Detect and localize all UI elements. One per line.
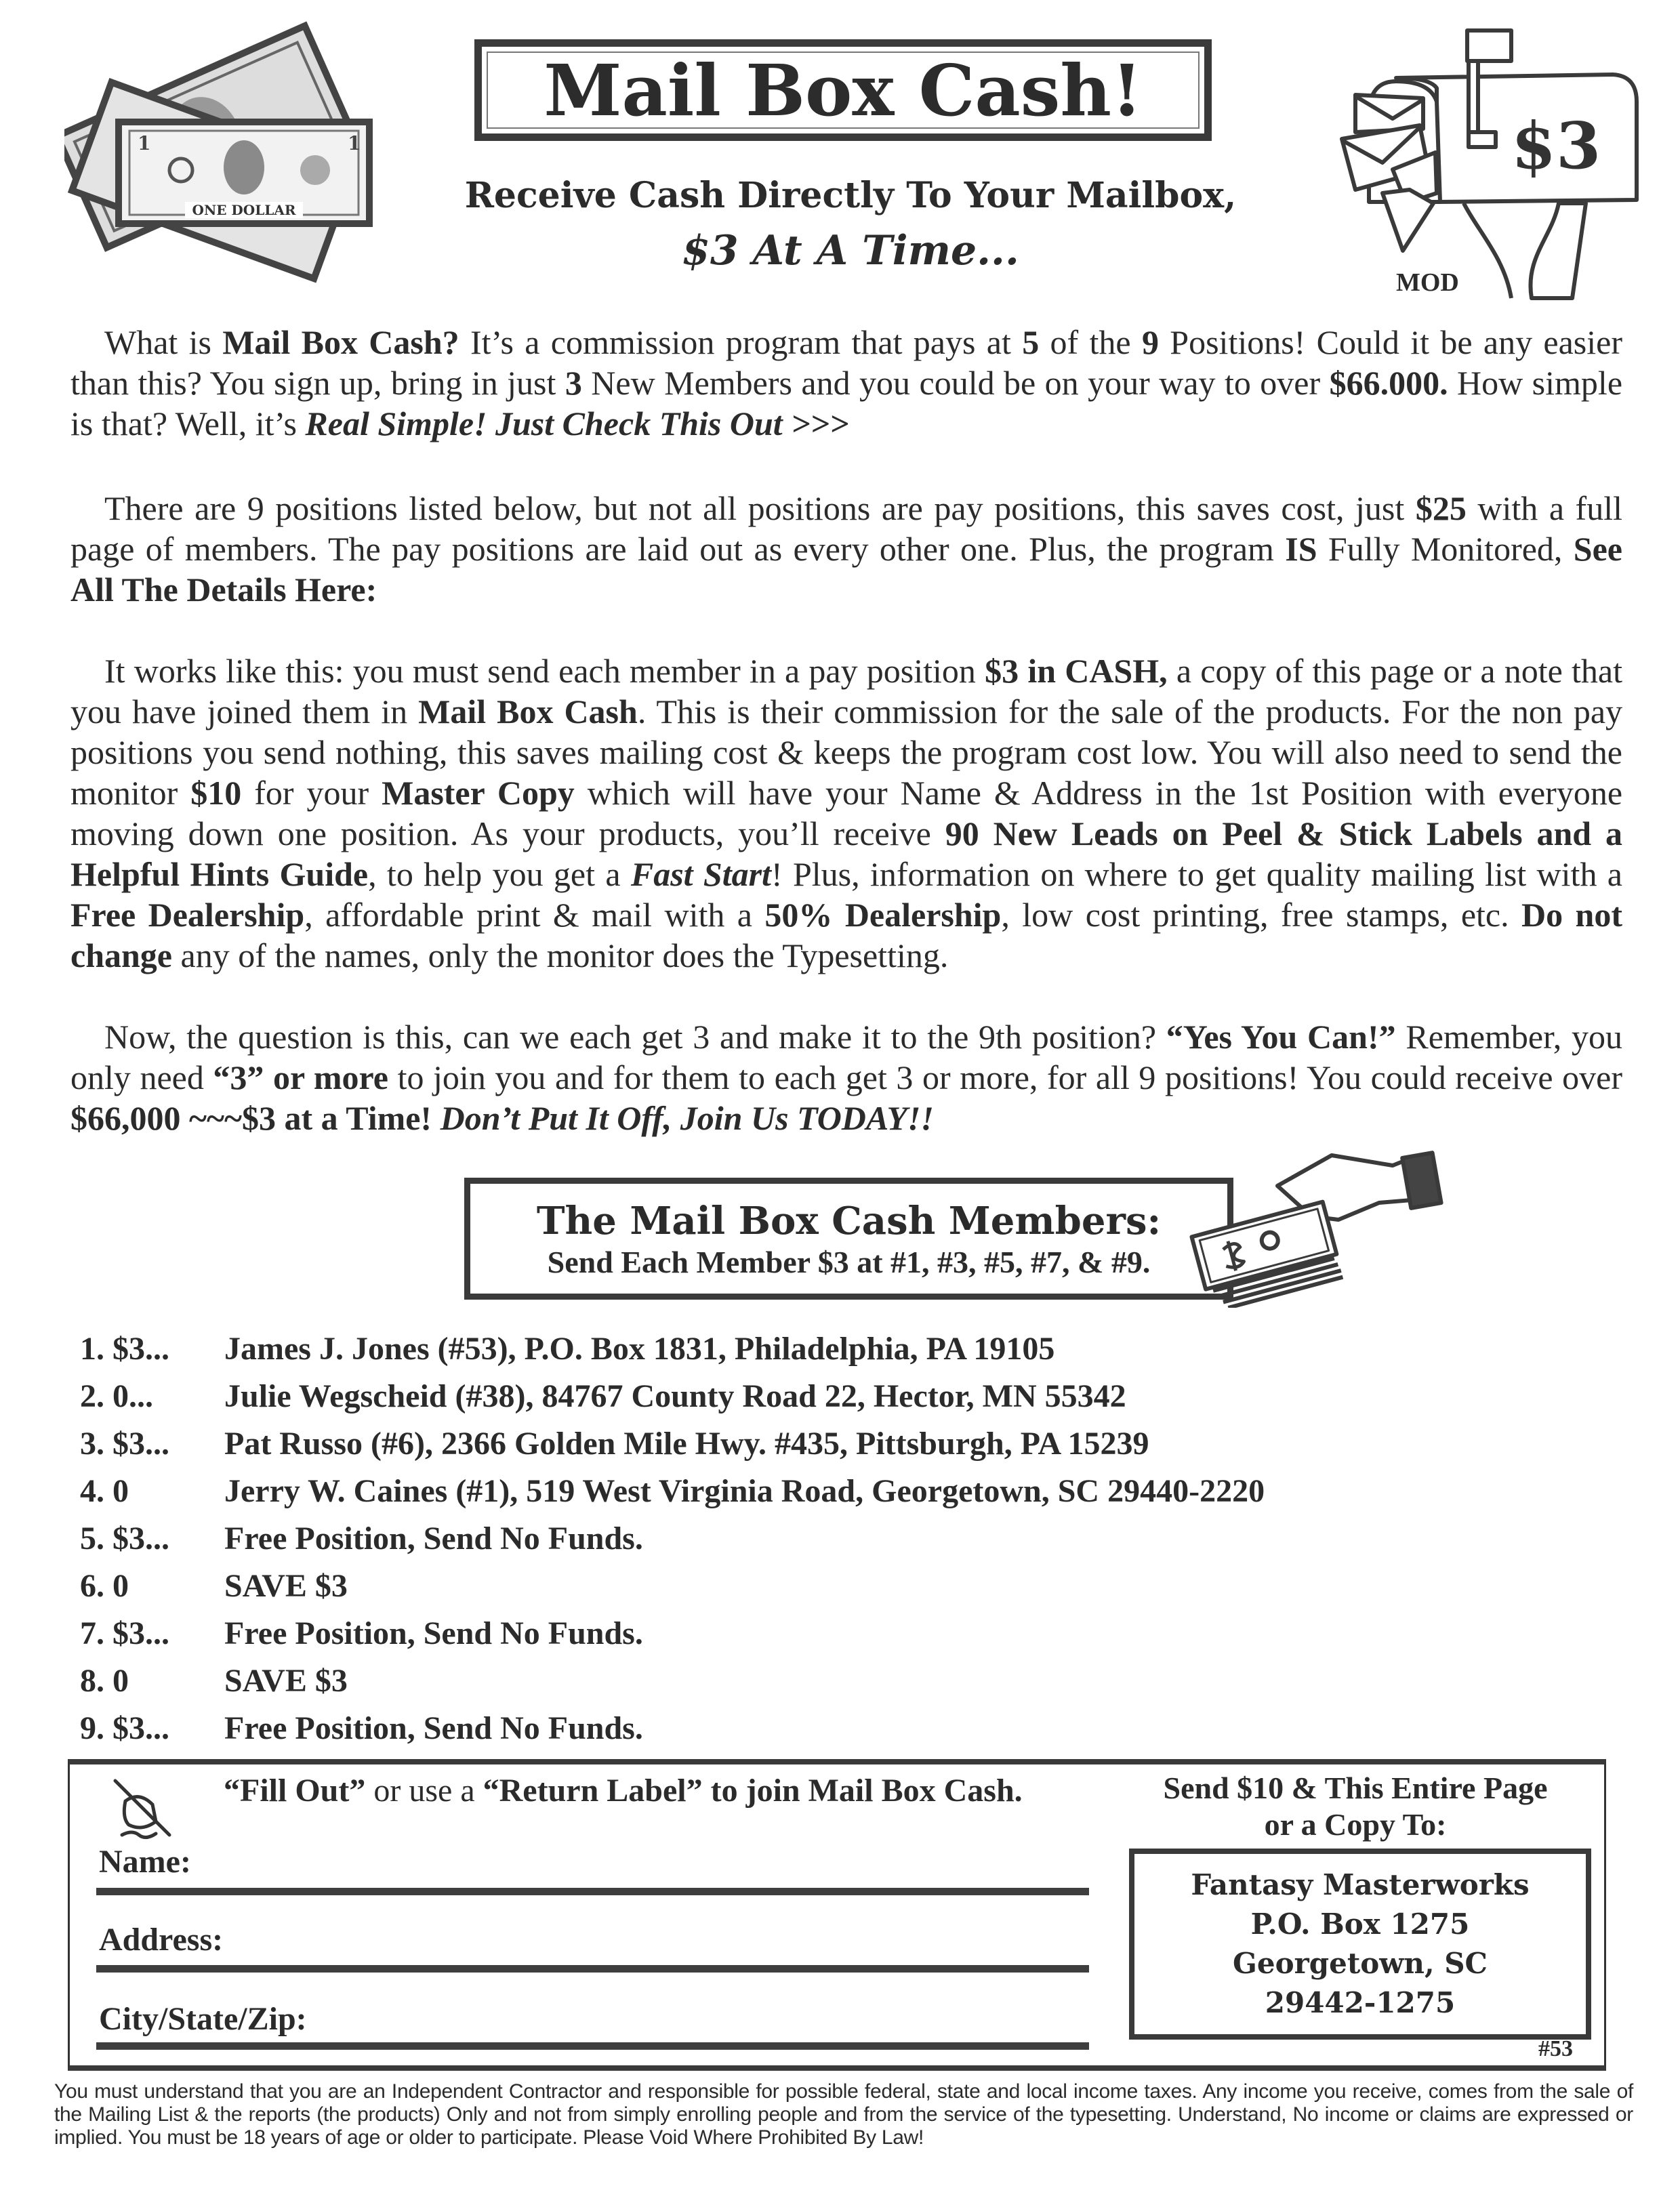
text-run: ! Plus, information on where to get quality mailing list with a [771,855,1622,893]
member-row [80,1609,1435,1657]
text-run: for your [241,774,382,812]
text-run-bold: $66,000 ~~~$3 at a Time! [70,1099,432,1137]
text-run-bold: 90 New Leads on Peel & Stick Labels and a Helpful Hints Guide [70,814,1622,893]
text-run-bold-italic: Fast Start [630,855,771,893]
text-run: There are 9 positions listed below, but not all positions are pay positions, this saves cost, just [104,489,1416,527]
text-run: How simple is that? Well, it’s [70,364,1623,442]
text-run-bold: Master Copy [382,774,575,812]
text-run-bold: Mail Box Cash? [222,323,459,361]
text-run: to join you and for them to each get 3 or more, for all 9 positions! You could receive over [388,1058,1623,1096]
text-run-bold: 9 [1141,323,1159,361]
member-row [80,1420,1435,1467]
intro-paragraph [70,322,1622,444]
city-state-zip-label: City/State/Zip: [99,2001,307,2037]
svg-text:1: 1 [138,132,151,154]
text-run: It works like this: you must send each member in a pay position [104,652,985,690]
text-run-bold: IS [1285,530,1317,568]
how-it-works-paragraph [70,651,1622,976]
member-row [80,1562,1435,1609]
send-line-2: or a Copy To: [1264,1807,1447,1842]
text-run: which will have your Name & Address in the 1st Position with everyone moving down one position. As your products, you’ll receive [70,774,1623,852]
member-position: 3. $3... [80,1425,169,1462]
text-run: What is [104,323,223,361]
mailbox-icon [1328,14,1654,312]
mod-label: MOD [1396,268,1459,297]
member-details: SAVE $3 [224,1662,348,1699]
text-run [432,1099,441,1137]
hand-with-cash-icon [1176,1145,1447,1308]
text-run-bold: $10 [190,774,242,812]
text-run: Remember, you only need [70,1018,1623,1096]
text-run: New Members and you could be on your way to over [581,364,1330,402]
bill-denomination-text: ONE DOLLAR [192,202,296,218]
members-subtitle: Send Each Member $3 at #1, #3, #5, #7, & #9. [547,1245,1151,1279]
svg-text:1: 1 [348,132,361,154]
member-row [80,1704,1435,1752]
address-line: Georgetown, SC [1233,1947,1488,1980]
text-run: of the [1039,323,1142,361]
text-run-bold-italic: Don’t Put It Off, Join Us TODAY!! [440,1099,934,1137]
text-run: It’s a commission program that pays at [459,323,1023,361]
member-details: Free Position, Send No Funds. [224,1520,643,1556]
name-field[interactable] [96,1888,1089,1895]
member-position: 9. $3... [80,1710,169,1746]
text-run: a copy of this page or a note that you have joined them in [70,652,1622,730]
positions-paragraph [70,488,1622,610]
dollar-bills-image [64,10,376,295]
text-run-bold: “Yes You Can!” [1166,1018,1396,1056]
pen-writing-icon [102,1767,183,1842]
text-run-bold: Mail Box Cash [418,693,638,730]
send-instructions [1139,1770,1572,1843]
text-run: , low cost printing, free stamps, etc. [1001,896,1522,934]
member-details: Julie Wegscheid (#38), 84767 County Road 22, Hector, MN 55342 [224,1378,1126,1414]
question-paragraph [70,1016,1622,1138]
member-details: James J. Jones (#53), P.O. Box 1831, Philadelphia, PA 19105 [224,1330,1055,1367]
subtitle-line-1: Receive Cash Directly To Your Mailbox, [464,175,1237,216]
text-run-bold: 5 [1022,323,1040,361]
member-row [80,1514,1435,1562]
member-position: 4. 0 [80,1472,129,1509]
dollar-bill-front [119,122,369,224]
address-line: Fantasy Masterworks [1191,1868,1530,1901]
text-run: Positions! Could it be any easier than this? You sign up, bring in just [70,323,1622,402]
text-run: , to help you get a [368,855,631,893]
member-position: 6. 0 [80,1567,129,1604]
text-run: , affordable print & mail with a [304,896,765,934]
legal-disclaimer: You must understand that you are an Independent Contractor and responsible for possible federal, state and local income taxes. Any income you receive, comes from the sale of the Mailing List & the reports (the products) Only and not from simply enrolling people and from the service of the typesetting. Understand, No income or claims are expressed or implied. You must be 18 years of age or older to participate. Please Void Where Prohibited By Law! [54,2080,1633,2149]
form-code: #53 [1538,2036,1573,2061]
text-run-bold-italic: Real Simple! Just Check This Out >>> [305,405,849,442]
text-run-bold: See All The Details Here: [70,530,1622,608]
member-position: 2. 0... [80,1378,153,1414]
text-run: any of the names, only the monitor does the Typesetting. [172,936,949,974]
text-run-bold: to join Mail Box Cash. [702,1773,1023,1809]
title-box [474,39,1212,141]
text-run: Fully Monitored, [1317,530,1574,568]
member-details: Free Position, Send No Funds. [224,1710,643,1746]
mailing-address-box [1129,1849,1591,2040]
subtitle-line-2: $3 At A Time... [682,227,1019,274]
member-details: SAVE $3 [224,1567,348,1604]
text-run: Now, the question is this, can we each get 3 and make it to the 9th position? [104,1018,1166,1056]
send-line-1: Send $10 & This Entire Page [1163,1771,1548,1805]
member-position: 7. $3... [80,1615,169,1651]
text-run-bold: Free Dealership [70,896,305,934]
address-field[interactable] [96,1965,1089,1973]
page-title: Mail Box Cash! [544,48,1143,132]
member-row [80,1372,1435,1420]
address-label: Address: [99,1922,224,1958]
text-run-bold: 3 [565,364,582,402]
member-row [80,1467,1435,1514]
address-line: 29442-1275 [1265,1986,1456,2019]
member-position: 8. 0 [80,1662,129,1699]
text-run-bold: “Fill Out” [224,1773,366,1809]
text-run-bold: $66.000. [1329,364,1448,402]
member-row [80,1657,1435,1704]
text-run: . This is their commission for the sale of the products. For the non pay positions you send nothing, this saves mailing cost & keeps the program cost low. You will also need to send the monitor [70,693,1623,812]
text-run: or use a [365,1773,483,1809]
text-run-bold: “3” or more [213,1058,388,1096]
text-run-bold: $25 [1415,489,1467,527]
members-title: The Mail Box Cash Members: [536,1199,1162,1243]
text-run: with a full page of members. The pay positions are laid out as every other one. Plus, the program [70,489,1622,568]
member-list [80,1325,1435,1752]
member-details: Free Position, Send No Funds. [224,1615,643,1651]
members-header-box [464,1178,1233,1300]
join-instructions [224,1772,1023,1809]
member-details: Jerry W. Caines (#1), 519 West Virginia Road, Georgetown, SC 29440-2220 [224,1472,1265,1509]
member-position: 5. $3... [80,1520,169,1556]
name-label: Name: [99,1844,191,1880]
text-run-bold: $3 in CASH, [985,652,1168,690]
member-position: 1. $3... [80,1330,169,1367]
address-line: P.O. Box 1275 [1250,1907,1470,1941]
text-run-bold: Do not change [70,896,1622,974]
member-row [80,1325,1435,1372]
text-run-bold: 50% Dealership [764,896,1002,934]
text-run-bold: “Return Label” [483,1773,703,1809]
city-state-zip-field[interactable] [96,2042,1089,2050]
mailbox-amount: $3 [1511,108,1601,184]
member-details: Pat Russo (#6), 2366 Golden Mile Hwy. #435, Pittsburgh, PA 15239 [224,1425,1149,1462]
